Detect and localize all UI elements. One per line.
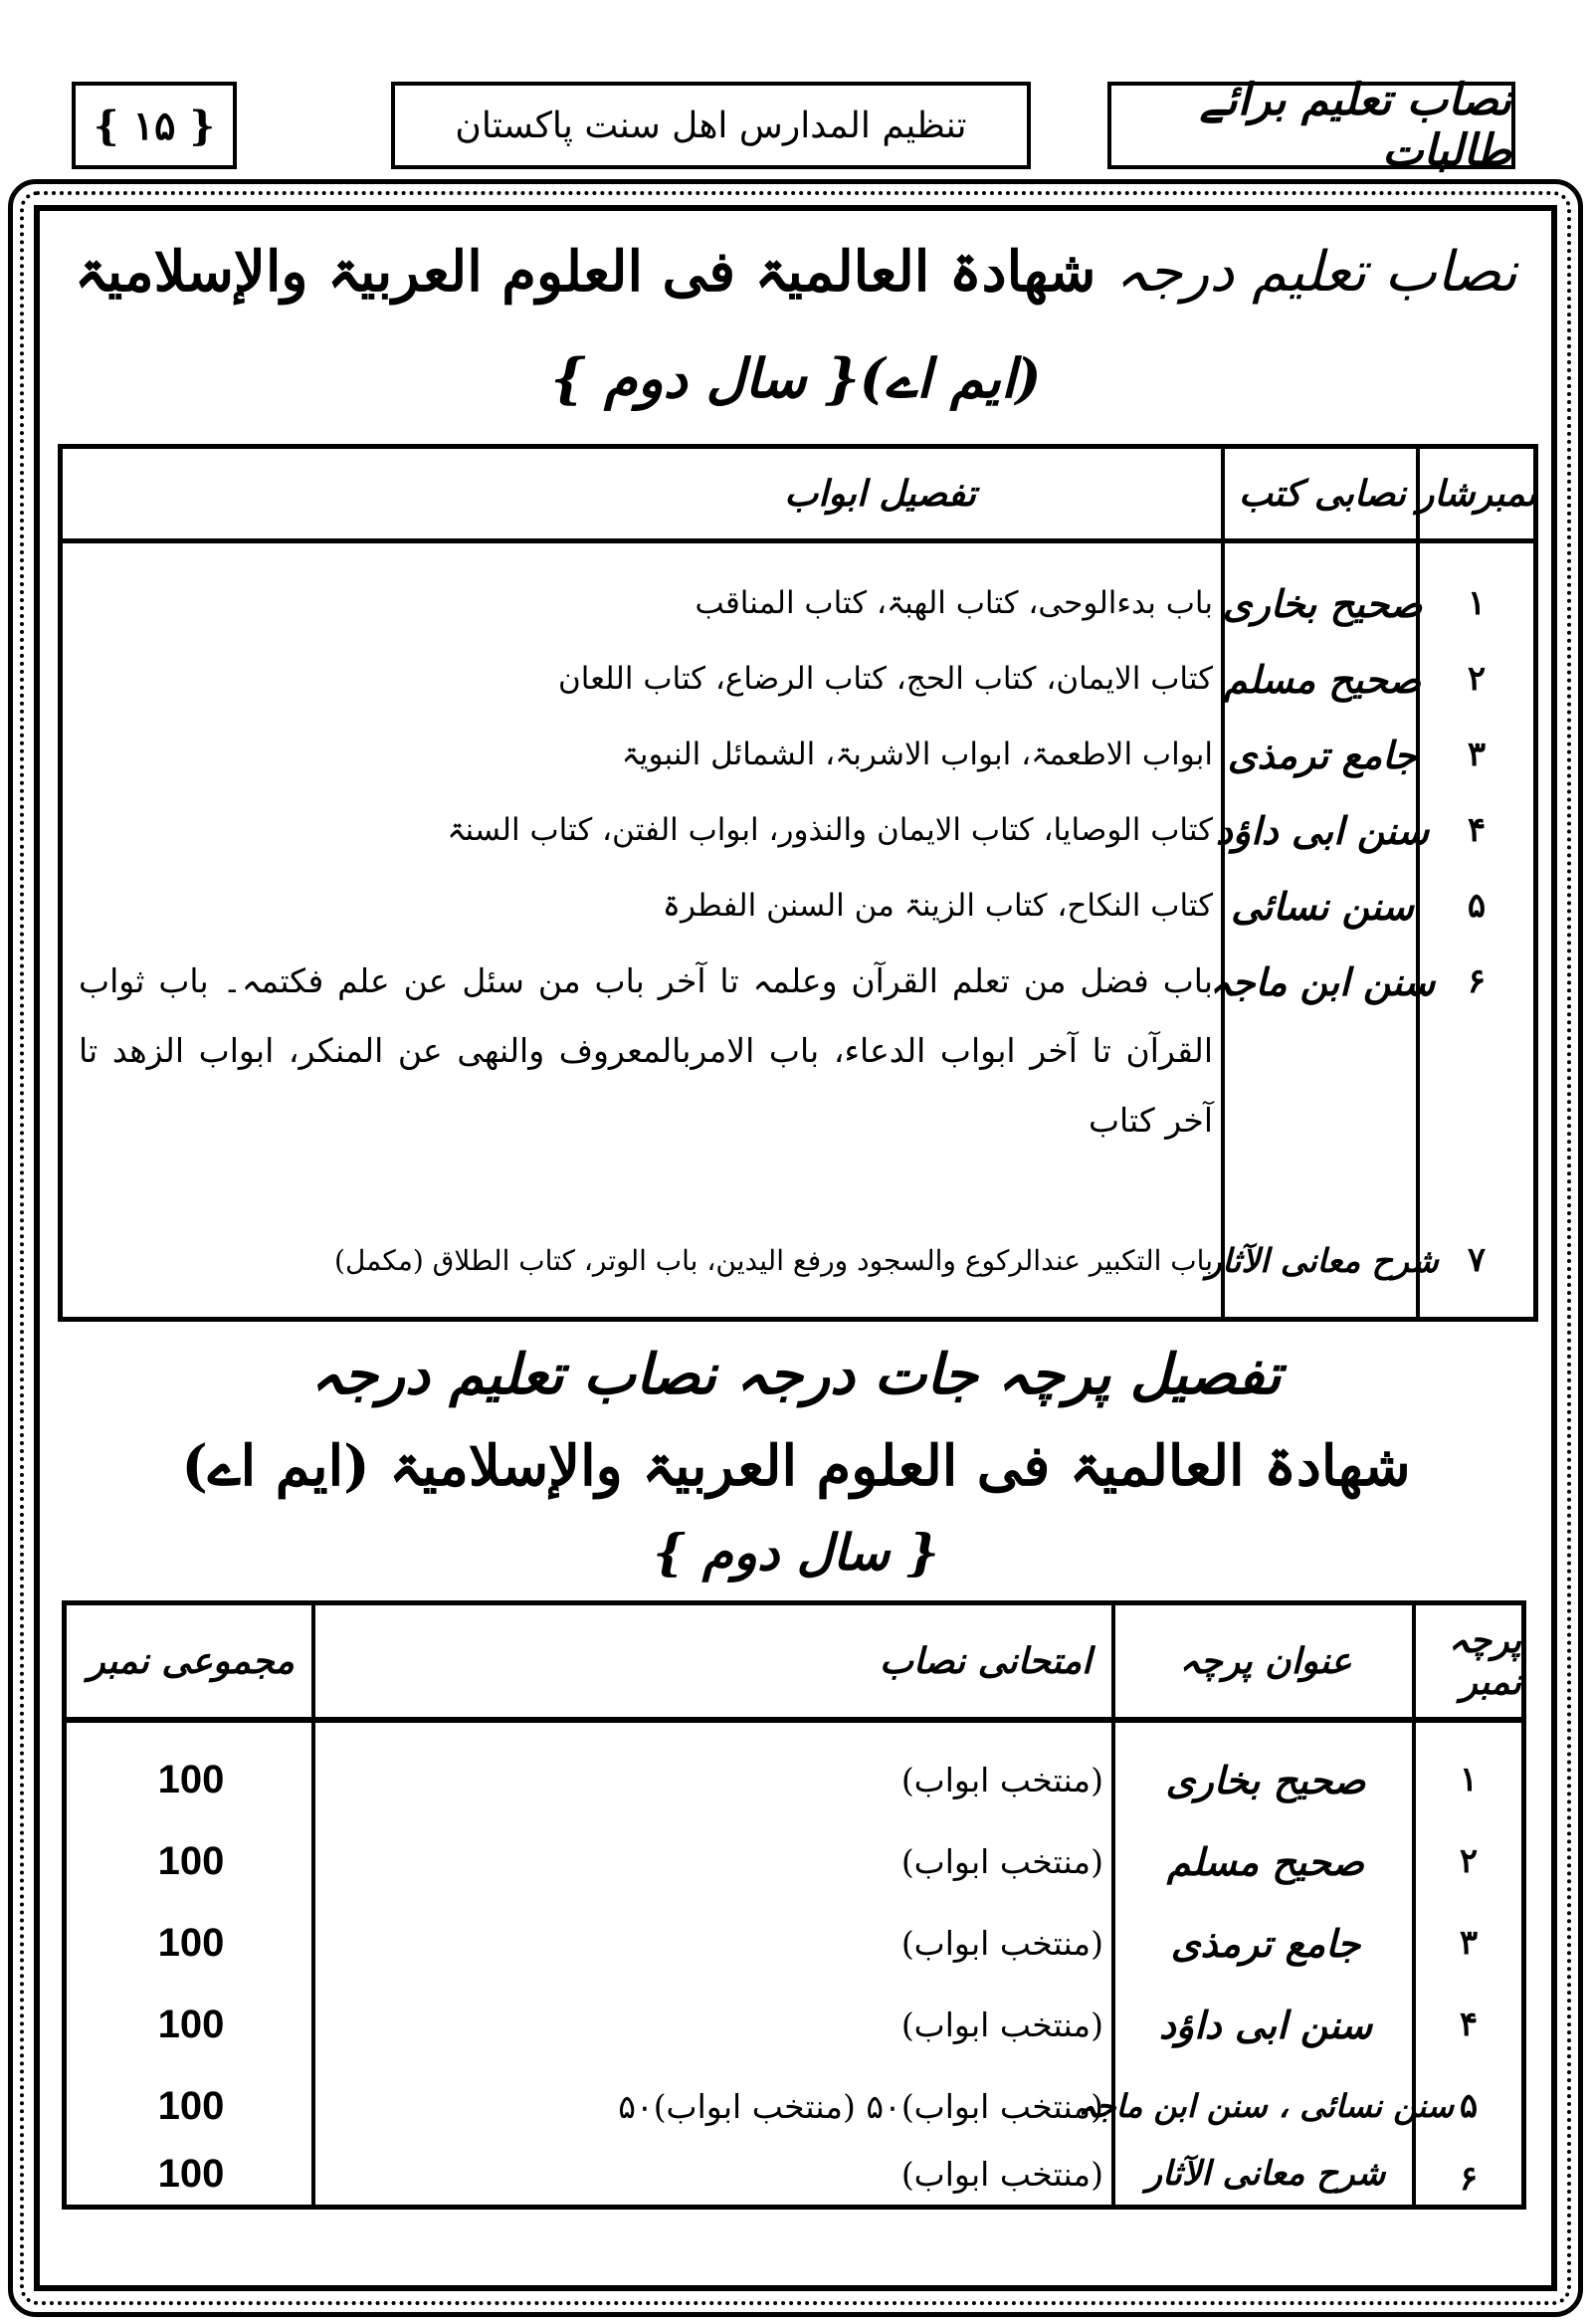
row-number: ۷ <box>1467 1240 1487 1280</box>
header-total-marks: مجموعی نمبر <box>88 1640 295 1682</box>
section2-title-line2: شھادۃ العالمیۃ فی العلوم العربیۃ والإسلامیۃ (ایم اے) <box>181 1433 1411 1499</box>
syllabus-label: نصاب تعلیم برائے طالبات <box>1199 75 1511 176</box>
paper-number: ۳ <box>1459 1923 1479 1963</box>
row-number: ۴ <box>1467 810 1487 850</box>
exam-papers-table <box>62 1600 1526 2210</box>
page-number-box <box>72 82 237 169</box>
row-details: باب فضل من تعلم القرآن وعلمہ تا آخر باب من سئل عن علم فکتمہ۔ باب ثواب القرآن تا آخر ابواب الدعاء، باب الامربالمعروف والنھی عن المنکر، ابواب الزھد تا آخر کتاب <box>79 961 1213 1140</box>
row-number: ۵ <box>1467 886 1487 926</box>
header-books: نصابی کتب <box>1238 473 1407 515</box>
row-book: شرح معانی الآثار <box>1206 1240 1439 1280</box>
paper-syllabus: (منتخب ابواب) <box>900 1760 1103 1799</box>
row-book: سنن ابی داؤد <box>1215 807 1430 853</box>
row-number: ۶ <box>1467 961 1487 1001</box>
row-details: ابواب الاطعمۃ، ابواب الاشربۃ، الشمائل النبویۃ <box>621 737 1213 772</box>
header-number: نمبرشار <box>1416 473 1537 515</box>
row-details: باب بدءالوحی، کتاب الھبۃ، کتاب المناقب <box>695 585 1213 621</box>
row-book: سنن نسائی <box>1231 883 1414 929</box>
syllabus-table <box>58 444 1538 1322</box>
row-details: کتاب الایمان، کتاب الحج، کتاب الرضاع، کتاب اللعان <box>557 661 1213 697</box>
row-book: جامع ترمذی <box>1227 732 1418 777</box>
paper-number: ۵ <box>1459 2086 1479 2126</box>
paper-syllabus: (منتخب ابواب) <box>900 1923 1103 1963</box>
paper-total: 100 <box>157 2002 225 2046</box>
header-paper-title: عنوان پرچہ <box>1179 1640 1352 1682</box>
paper-total: 100 <box>157 2151 225 2196</box>
page-number: { ۱۵ } <box>93 102 216 149</box>
row-book: صحیح بخاری <box>1222 580 1423 626</box>
paper-number: ۶ <box>1459 2159 1479 2199</box>
paper-number: ۱ <box>1459 1760 1479 1799</box>
paper-total: 100 <box>157 2083 225 2128</box>
paper-syllabus: (منتخب ابواب) <box>900 2005 1103 2044</box>
syllabus-label-box <box>1107 75 1515 176</box>
paper-title: سنن ابی داؤد <box>1158 2002 1373 2047</box>
paper-total: 100 <box>157 1757 225 1801</box>
paper-title: صحیح بخاری <box>1165 1757 1366 1802</box>
paper-syllabus: (منتخب ابواب) <box>900 1841 1103 1881</box>
row-details: باب التکبیر عندالرکوع والسجود ورفع الیدین، باب الوتر، کتاب الطلاق (مکمل) <box>334 1243 1213 1277</box>
section1-title-main: شھادۃ العالمیۃ فی العلوم العربیۃ والإسلامیۃ <box>74 239 1096 305</box>
organization-box <box>391 82 1031 169</box>
row-number: ۱ <box>1467 583 1487 623</box>
section2-title-line1: تفصیل پرچہ جات درجہ نصاب تعلیم درجہ <box>310 1342 1282 1407</box>
paper-total: 100 <box>157 1920 225 1965</box>
paper-title: جامع ترمذی <box>1170 1920 1361 1966</box>
organization-name: تنظیم المدارس اھل سنت پاکستان <box>455 105 967 146</box>
paper-syllabus: (منتخب ابواب)۵۰ (منتخب ابواب)۵۰ <box>618 2086 1103 2126</box>
paper-number: ۴ <box>1459 2005 1479 2044</box>
row-details: کتاب الوصایا، کتاب الایمان والنذور، ابواب الفتن، کتاب السنۃ <box>447 812 1213 848</box>
row-number: ۳ <box>1467 735 1487 774</box>
header-details: تفصیل ابواب <box>784 473 976 515</box>
row-number: ۲ <box>1467 659 1487 699</box>
paper-total: 100 <box>157 1838 225 1883</box>
paper-title: شرح معانی الآثار <box>1145 2154 1386 2194</box>
header-exam-syllabus: امتحانی نصاب <box>879 1640 1092 1682</box>
section1-title <box>40 239 1552 305</box>
section1-subtitle: (ایم اے){ سال دوم } <box>550 346 1042 410</box>
row-details: کتاب النکاح، کتاب الزینۃ من السنن الفطرۃ <box>662 888 1213 924</box>
row-book: صحیح مسلم <box>1223 656 1422 702</box>
row-book: سنن ابن ماجہ <box>1209 958 1436 1004</box>
header-paper-number: پرچہ نمبر <box>1448 1619 1521 1703</box>
paper-title: سنن نسائی ، سنن ابن ماجہ <box>1077 2087 1455 2125</box>
section2-title-line3: { سال دوم } <box>653 1523 939 1582</box>
paper-number: ۲ <box>1459 1841 1479 1881</box>
paper-syllabus: (منتخب ابواب) <box>900 2154 1103 2194</box>
section1-title-lead: نصاب تعلیم درجہ <box>1114 240 1518 305</box>
paper-title: صحیح مسلم <box>1166 1838 1365 1884</box>
